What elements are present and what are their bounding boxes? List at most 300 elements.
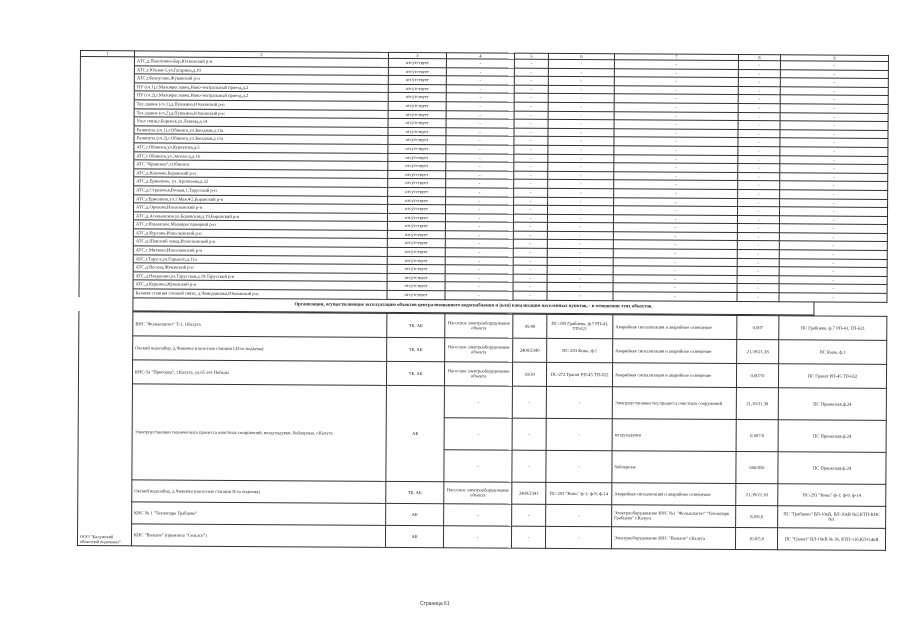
cell-c2: ВНС "Фольксваген" Т-1, г.Калуга xyxy=(133,311,387,337)
cell-c6: - xyxy=(546,504,612,526)
cell-c7: Электрооборудование КНС №1 "Фольксваген" "Технопарк Грабцево" г.Калуга xyxy=(612,504,736,527)
dash-cell: - xyxy=(446,85,514,94)
dash-cell: - xyxy=(547,283,613,292)
header-cell: 6 xyxy=(548,53,614,59)
cell-c3: АБ xyxy=(386,385,445,481)
dash-cell: - xyxy=(780,95,888,104)
dash-cell: - xyxy=(614,206,738,215)
dash-cell: - xyxy=(446,136,514,145)
dash-cell: - xyxy=(514,136,548,145)
dash-cell: - xyxy=(446,93,514,102)
dash-cell: - xyxy=(737,293,779,302)
dash-cell: - xyxy=(446,67,514,76)
cell-c4: Насосное электрооборудование объекта xyxy=(445,337,513,361)
org-cell xyxy=(80,203,134,212)
dash-cell: - xyxy=(547,223,613,232)
object-name-cell: ПУ (сч.2),г.Малоярославец,Ново-театральный проезд,д.2 xyxy=(134,91,388,101)
cell-c8: 600/850 xyxy=(736,451,778,483)
dash-cell: - xyxy=(780,69,888,78)
dash-cell: - xyxy=(613,232,737,241)
dash-cell: - xyxy=(548,205,614,214)
dash-cell: - xyxy=(738,121,780,130)
cell-c9: ПС Грабцево, ф.7 РП-43, ТП-621 xyxy=(779,315,887,340)
status-cell: отсутствует xyxy=(388,153,446,162)
header-cell: 8 xyxy=(738,55,780,61)
object-name-cell: Тех.здание (сч.1),д.Пушкино,Юхновский р-н xyxy=(134,100,388,110)
dash-cell: - xyxy=(548,171,614,180)
dash-cell: - xyxy=(548,59,614,68)
dash-cell: - xyxy=(779,267,887,276)
dash-cell: - xyxy=(738,95,780,104)
status-cell: отсутствует xyxy=(388,110,446,119)
org-cell xyxy=(80,142,134,151)
dash-cell: - xyxy=(445,256,513,265)
dash-cell: - xyxy=(737,241,779,250)
dash-cell: - xyxy=(547,240,613,249)
dash-cell: - xyxy=(446,119,514,128)
dash-cell: - xyxy=(738,103,780,112)
dash-cell: - xyxy=(614,86,738,95)
object-name-cell: АТС "Кривское",г.Обнинск xyxy=(134,160,388,170)
dash-cell: - xyxy=(513,274,547,283)
dash-cell: - xyxy=(446,145,514,154)
status-cell: отсутствует xyxy=(387,273,445,282)
cell-c4: Насосное электрооборудование объекта xyxy=(444,361,512,385)
object-name-cell: Развязуха (сч.2),г.Обнинск,ул.Звездная,д.11а xyxy=(134,134,388,144)
dash-cell: - xyxy=(738,78,780,87)
dash-cell: - xyxy=(446,153,514,162)
dash-cell: - xyxy=(780,78,888,87)
dash-cell: - xyxy=(737,215,779,224)
document-sheet xyxy=(77,50,888,551)
dash-cell: - xyxy=(613,292,737,301)
dash-cell: - xyxy=(547,291,613,300)
cell-c3: ТБ, АБ xyxy=(387,337,445,361)
dash-cell: - xyxy=(737,224,779,233)
dash-cell: - xyxy=(780,138,888,147)
dash-cell: - xyxy=(779,258,887,267)
dash-cell: - xyxy=(514,162,548,171)
org-cell xyxy=(79,211,133,220)
dash-cell: - xyxy=(514,68,548,77)
dash-cell: - xyxy=(779,250,887,259)
dash-cell: - xyxy=(513,231,547,240)
dash-cell: - xyxy=(514,102,548,111)
dash-cell: - xyxy=(548,154,614,163)
dash-cell: - xyxy=(780,181,888,190)
bottom-table xyxy=(77,311,887,551)
cell-c2: КНС № 1 "Технопарк Грабцево" xyxy=(132,501,386,525)
status-cell: отсутствует xyxy=(387,247,445,256)
cell-c9: ПС Приокская,ф.24 xyxy=(778,419,886,452)
object-name-cell: АТС,д.Курсово,Износковский р-н xyxy=(133,229,387,239)
dash-cell: - xyxy=(512,418,546,450)
org-cell xyxy=(80,125,134,134)
cell-c9: ПС Приокская,ф.24 xyxy=(778,451,886,484)
dash-cell: - xyxy=(513,257,547,266)
dash-cell: - xyxy=(547,274,613,283)
dash-cell: - xyxy=(737,275,779,284)
dash-cell: - xyxy=(514,179,548,188)
status-cell: отсутствует xyxy=(388,162,446,171)
org-cell xyxy=(80,185,134,194)
dash-cell: - xyxy=(445,265,513,274)
dash-cell: - xyxy=(780,190,888,199)
dash-cell: - xyxy=(614,197,738,206)
dash-cell: - xyxy=(514,154,548,163)
status-cell: отсутствует xyxy=(387,282,445,291)
cell-c6: ПС-293 Кинь, ф.1 xyxy=(547,338,613,362)
org-cell xyxy=(79,280,133,289)
status-cell: отсутствует xyxy=(388,187,446,196)
dash-cell: - xyxy=(548,94,614,103)
dash-cell: - xyxy=(548,137,614,146)
dash-cell: - xyxy=(446,196,514,205)
dash-cell: - xyxy=(779,224,887,233)
cell-c5: - xyxy=(512,504,546,526)
dash-cell: - xyxy=(548,180,614,189)
status-cell: отсутствует xyxy=(388,144,446,153)
status-cell: отсутствует xyxy=(387,256,445,265)
dash-cell: - xyxy=(514,145,548,154)
dash-cell: - xyxy=(737,267,779,276)
dash-cell: - xyxy=(614,180,738,189)
dash-cell: - xyxy=(614,137,738,146)
dash-cell: - xyxy=(779,293,887,302)
dash-cell: - xyxy=(548,77,614,86)
cell-c6: ПС-272 Гранат РП-45 ТП-652 xyxy=(546,362,612,386)
object-name-cell: АТС,с.Мятлево,Износковский р-н xyxy=(133,246,387,256)
object-name-cell: АТС,д.Комлево,Боровский р-н xyxy=(134,169,388,179)
dash-cell: - xyxy=(738,207,780,216)
dash-cell: - xyxy=(613,275,737,284)
org-cell xyxy=(80,99,134,108)
status-cell: отсутствует xyxy=(388,101,446,110)
dash-cell: - xyxy=(614,77,738,86)
dash-cell: - xyxy=(446,205,514,214)
dash-cell: - xyxy=(512,450,546,482)
dash-cell: - xyxy=(613,283,737,292)
dash-cell: - xyxy=(547,248,613,257)
dash-cell: - xyxy=(513,265,547,274)
cell-c3: АБ xyxy=(386,503,444,525)
cell-c9: ПС Приокская,ф.24 xyxy=(778,387,886,420)
dash-cell: - xyxy=(614,94,738,103)
header-cell: 4 xyxy=(446,53,514,59)
object-name-cell: Узел связи,г.Боровск,ул.Ленина,д.14 xyxy=(134,117,388,127)
cell-c3: ТБ, АБ xyxy=(386,481,444,503)
dash-cell: - xyxy=(548,188,614,197)
org-cell xyxy=(80,151,134,160)
dash-cell: - xyxy=(514,188,548,197)
dash-cell: - xyxy=(614,129,738,138)
dash-cell: - xyxy=(614,154,738,163)
status-cell: отсутствует xyxy=(388,76,446,85)
org-cell xyxy=(80,65,134,74)
dash-cell: - xyxy=(737,232,779,241)
dash-cell: - xyxy=(780,147,888,156)
dash-cell: - xyxy=(445,213,513,222)
cell-c3: ТБ, АБ xyxy=(386,361,444,385)
dash-cell: - xyxy=(738,129,780,138)
org-cell xyxy=(80,194,134,203)
cell-c2: Окский водозабор, д.Чижовка (насосные станции I,II-го подъема) xyxy=(133,335,387,361)
object-name-cell: АТС,г.Белоусово,Жуковский р-н xyxy=(134,74,388,84)
dash-cell: - xyxy=(547,266,613,275)
dash-cell: - xyxy=(513,222,547,231)
cell-c4: Насосное электрооборудование объекта xyxy=(445,313,513,337)
org-cell xyxy=(79,246,133,255)
cell-c8: 0,007 xyxy=(737,315,779,339)
dash-cell: - xyxy=(780,112,888,121)
cell-c8: 0,007/0 xyxy=(736,419,778,451)
dash-cell: - xyxy=(445,248,513,257)
cell-c7: Аварийная сигнализация и аварийное освещение xyxy=(613,338,737,363)
dash-cell: - xyxy=(738,61,780,70)
dash-cell: - xyxy=(613,266,737,275)
status-cell: отсутствует xyxy=(387,239,445,248)
status-cell: отсутствует xyxy=(388,84,446,93)
dash-cell: - xyxy=(614,68,738,77)
dash-cell: - xyxy=(738,155,780,164)
object-name-cell: Базовая станция сотовой связи, д.Чемодановка,Юхновский р-н xyxy=(133,289,387,299)
dash-cell: - xyxy=(614,111,738,120)
dash-cell: - xyxy=(779,276,887,285)
cell-c5: 30/30 xyxy=(512,362,546,386)
cell-c2: КНС "Волыне" (промзона "Сельхоз") xyxy=(131,523,385,547)
dash-cell: - xyxy=(514,171,548,180)
cell-c2: КНС-5а "Пригород", г.Калуга, ул.65 лет Победы xyxy=(132,359,386,385)
org-cell xyxy=(80,57,134,66)
org-cell xyxy=(80,82,134,91)
dash-cell: - xyxy=(513,291,547,300)
dash-cell: - xyxy=(737,250,779,259)
dash-cell: - xyxy=(445,282,513,291)
cell-c7: воздуходувки xyxy=(612,418,736,451)
status-cell: отсутствует xyxy=(388,136,446,145)
dash-cell: - xyxy=(737,284,779,293)
status-cell: отсутствует xyxy=(388,170,446,179)
object-name-cell: АТС,д.Полотняно-Бор,Юхновский р-н xyxy=(134,57,388,67)
cell-c3: ТБ, АБ xyxy=(387,313,445,337)
status-cell: отсутствует xyxy=(388,127,446,136)
status-cell: отсутствует xyxy=(388,204,446,213)
cell-c8: 21,39/21,38 xyxy=(736,387,778,419)
object-name-cell: АТС,г.Юхнов-1,ул.Гагарина,д.10 xyxy=(134,65,388,75)
section-title: Организации, осуществляющие эксплуатацию объектов централизованного водоснабжения и (или) канализации населенных пунктов, - в отношении этих объектов. xyxy=(132,298,814,315)
dash-cell: - xyxy=(446,59,514,68)
org-cell xyxy=(79,237,133,246)
dash-cell: - xyxy=(445,239,513,248)
dash-cell: - xyxy=(512,386,546,418)
dash-cell: - xyxy=(780,198,888,207)
org-cell xyxy=(79,271,133,280)
dash-cell: - xyxy=(446,127,514,136)
dash-cell: - xyxy=(613,214,737,223)
dash-cell: - xyxy=(613,223,737,232)
org-cell xyxy=(80,117,134,126)
header-cell: 5 xyxy=(514,53,548,59)
dash-cell: - xyxy=(738,69,780,78)
org-cell xyxy=(80,108,134,117)
status-cell: отсутствует xyxy=(387,290,445,299)
dash-cell: - xyxy=(514,205,548,214)
header-cell: 7 xyxy=(614,54,738,61)
dash-cell: - xyxy=(548,85,614,94)
dash-cell: - xyxy=(780,207,888,216)
dash-cell: - xyxy=(738,146,780,155)
dash-cell: - xyxy=(779,284,887,293)
cell-c9: ПС "Грабцево" ВЛ-10кВ, ВЛ-10кВ №2,КТП-КНС №1 xyxy=(778,505,886,528)
dash-cell: - xyxy=(546,418,612,450)
status-cell: отсутствует xyxy=(387,265,445,274)
cell-c9: ПС Кинь, ф.1 xyxy=(779,339,887,364)
dash-cell: - xyxy=(738,181,780,190)
cell-c9: ПС Гранат РП-45 ТП-652 xyxy=(778,363,886,388)
dash-cell: - xyxy=(547,214,613,223)
object-name-cell: Тех.здание (сч.2),д.Пушкино,Юхновский р-н xyxy=(134,108,388,118)
object-name-cell: АТС,г.Обнинск,ул.Энгельса,д.16 xyxy=(134,151,388,161)
dash-cell: - xyxy=(445,222,513,231)
dash-cell: - xyxy=(780,87,888,96)
dash-cell: - xyxy=(514,94,548,103)
object-name-cell: АТС,г.Таруса,ул.Горького,д.11а xyxy=(133,254,387,264)
dash-cell: - xyxy=(514,197,548,206)
cell-c7: бойлерные xyxy=(612,450,736,483)
dash-cell: - xyxy=(738,138,780,147)
status-cell: отсутствует xyxy=(388,196,446,205)
org-cell xyxy=(80,134,134,143)
dash-cell: - xyxy=(613,249,737,258)
dash-cell: - xyxy=(779,241,887,250)
cell-c8: 21,39/21,38 xyxy=(737,339,779,363)
dash-cell: - xyxy=(548,145,614,154)
object-name-cell: АТС,д.Асеньевское,ул.Боровская,д.19,Боровский р-н xyxy=(133,212,387,222)
cell-c6: - xyxy=(545,526,611,548)
cell-c5: 45/40 xyxy=(513,314,547,338)
cell-c6: ПС-395 Грабцево, ф.7 РП-43, ТП-621 xyxy=(547,314,613,338)
org-cell xyxy=(80,160,134,169)
cell-c7: Аварийная сигнализация и аварийное освещение xyxy=(612,482,736,505)
header-cell: 3 xyxy=(388,52,446,58)
status-cell: отсутствует xyxy=(388,58,446,67)
cell-c5: 2400/2341 xyxy=(512,482,546,504)
dash-cell: - xyxy=(513,214,547,223)
dash-cell: - xyxy=(548,128,614,137)
dash-cell: - xyxy=(444,417,512,449)
object-name-cell: АТС,д.Ермолино, ул. Арсеньева,д.32 xyxy=(134,177,388,187)
dash-cell: - xyxy=(614,60,738,69)
dash-cell: - xyxy=(446,170,514,179)
dash-cell: - xyxy=(446,188,514,197)
org-cell xyxy=(79,254,133,263)
cell-c8: 10,0/5,0 xyxy=(735,527,777,549)
dash-cell: - xyxy=(446,110,514,119)
header-cell: 9 xyxy=(780,55,888,62)
dash-cell: - xyxy=(445,274,513,283)
page-footer: Страница 61 xyxy=(420,601,450,607)
dash-cell: - xyxy=(548,120,614,129)
dash-cell: - xyxy=(444,385,512,417)
dash-cell: - xyxy=(780,130,888,139)
dash-cell: - xyxy=(548,102,614,111)
cell-c7: Электроустановки тех.процесса очистных сооружений xyxy=(612,386,736,419)
object-name-cell: АТС,г.Обнинск,ул.Курчатова,д.5 xyxy=(134,143,388,153)
dash-cell: - xyxy=(614,146,738,155)
cell-c5: - xyxy=(511,526,545,548)
dash-cell: - xyxy=(513,248,547,257)
cell-c8: 8,0/8,0 xyxy=(736,505,778,527)
top-table xyxy=(78,50,888,303)
org-cell xyxy=(80,74,134,83)
dash-cell: - xyxy=(780,104,888,113)
dash-cell: - xyxy=(514,59,548,68)
org-name-cell: ООО "Калужский областной водоканал" xyxy=(77,311,132,545)
header-cell: 2 xyxy=(134,51,388,59)
cell-c4: - xyxy=(444,503,512,525)
object-name-cell: АТС,д.Шанский завод,Износковский р-н xyxy=(133,237,387,247)
dash-cell: - xyxy=(779,233,887,242)
status-cell: отсутствует xyxy=(387,222,445,231)
cell-c4: Насосное электрооборудование объекта xyxy=(444,481,512,503)
cell-c3: АБ xyxy=(385,525,443,547)
dash-cell: - xyxy=(548,111,614,120)
object-name-cell: АТС,д.Орехово,Износковский р-н xyxy=(134,203,388,213)
cell-c7: Электрооборудование КНС "Волыне" г.Калуга xyxy=(611,526,735,549)
dash-cell: - xyxy=(444,449,512,481)
cell-c6: ПС-293 "Кинь" ф-1; ф-9; ф-14 xyxy=(546,482,612,504)
dash-cell: - xyxy=(738,198,780,207)
dash-cell: - xyxy=(446,179,514,188)
cell-c2: Электроустановки технического процесса очистных сооружений, воздуходувки, бойлерные, г.Калуга xyxy=(132,383,387,481)
dash-cell: - xyxy=(546,450,612,482)
dash-cell: - xyxy=(614,189,738,198)
dash-cell: - xyxy=(514,111,548,120)
cell-c9: ПС "Гранат" ВЛ-10кВ № 36, КТП-116,КЛ-0,4кВ xyxy=(777,527,885,550)
dash-cell: - xyxy=(513,283,547,292)
dash-cell: - xyxy=(779,215,887,224)
status-cell: отсутствует xyxy=(388,93,446,102)
cell-c2: Окский водозабор, д.Чижовка (насосные станции II-го подъема) xyxy=(132,479,386,503)
dash-cell: - xyxy=(737,258,779,267)
org-cell xyxy=(80,168,134,177)
dash-cell: - xyxy=(738,164,780,173)
dash-cell: - xyxy=(546,386,612,418)
dash-cell: - xyxy=(614,171,738,180)
object-name-cell: АТС,д.Куркино,Жуковский р-н xyxy=(133,280,387,290)
dash-cell: - xyxy=(780,155,888,164)
dash-cell: - xyxy=(780,121,888,130)
cell-c8: 0,007/0 xyxy=(736,363,778,387)
dash-cell: - xyxy=(547,257,613,266)
status-cell: отсутствует xyxy=(388,67,446,76)
dash-cell: - xyxy=(613,240,737,249)
object-name-cell: АТС,д.Некрасово,ул.Тарусская,д.19,Тарусский р-н xyxy=(133,272,387,282)
dash-cell: - xyxy=(780,172,888,181)
dash-cell: - xyxy=(445,231,513,240)
dash-cell: - xyxy=(738,112,780,121)
cell-c9: ПС-293 "Кинь" ф-1; ф-9; ф-14 xyxy=(778,483,886,506)
dash-cell: - xyxy=(514,85,548,94)
dash-cell: - xyxy=(780,61,888,70)
org-cell xyxy=(79,263,133,272)
dash-cell: - xyxy=(514,76,548,85)
org-cell xyxy=(79,228,133,237)
status-cell: отсутствует xyxy=(387,213,445,222)
object-name-cell: ПУ (сч.1),г.Малоярославец,Ново-театральный проезд,д.2 xyxy=(134,83,388,93)
dash-cell: - xyxy=(780,164,888,173)
dash-cell: - xyxy=(547,231,613,240)
